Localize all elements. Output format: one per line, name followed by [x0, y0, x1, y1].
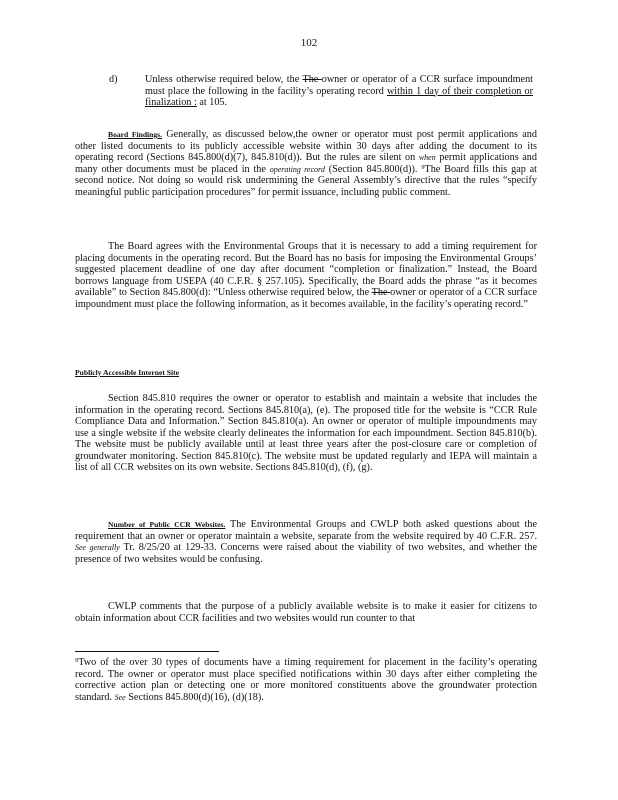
paragraph-heading: Number of Public CCR Websites.	[108, 520, 226, 529]
paragraph-board-agrees: The Board agrees with the Environmental Groups that it is necessary to add a timing requirement for placing documents in the operating record. But the Board has no basis for imposing the Environmental Groups’ suggested placement deadline of one day after document “completion or finalization.” Instead, the Board borrows language from USEPA (40 C.F.R. § 257.105). Specifically, the Board adds the phrase “as it becomes available” to Section 845.800(d): “Unless otherwise required below, the The owner or operator of a CCR surface impoundment must place the following information, as it becomes available, in the facility’s operating record.”	[75, 241, 537, 310]
paragraph-heading: Board Findings.	[108, 130, 163, 139]
footnote-reference: 9	[421, 163, 425, 171]
deleted-text: The	[371, 287, 391, 298]
deleted-text: The	[302, 74, 322, 85]
paragraph-board-findings: Board Findings. Generally, as discussed below,the owner or operator must post permit applications and other listed documents to its publicly accessible website within 30 days after adding the document to its operating record (Sections 845.800(d)(7), 845.810(d)). But the rules are silent on when permit applications and many other documents must be placed in the operating record (Section 845.800(d)). $^9$The Board fills this gap at second notice. Not doing so would risk undermining the General Assembly’s directive that the rules “specify meaningful public participation procedures” for permit issuance, including public comment.	[75, 129, 537, 198]
inserted-text: :	[191, 97, 197, 108]
inserted-text: within 1 day of their completion or finalization	[145, 85, 533, 108]
paragraph-number-websites: Number of Public CCR Websites. The Environmental Groups and CWLP both asked questions about the requirement that an owner or operator maintain a website, separate from the website required by 40 C.F.R. 257. See generally Tr. 8/25/20 at 129-33. Concerns were raised about the viability of two websites, and whether the presence of two websites would be confusing.	[75, 519, 538, 565]
item-label: d)	[109, 74, 118, 85]
footnote-mark: 9	[75, 657, 79, 664]
page-number: 102	[300, 37, 318, 49]
paragraph-cwlp: CWLP comments that the purpose of a publicly available website is to make it easier for citizens to obtain information about CCR facilities and two websites would run counter to that	[75, 601, 537, 624]
section-heading: Publicly Accessible Internet Site	[75, 368, 179, 377]
footnote: $^9$Two of the over 30 types of documents have a timing requirement for placement in the facility’s operating record. The owner or operator must place specified notifications within 30 days after either completing the corrective action plan or detecting one or more monitored constituents above the groundwater protection standard. See Sections 845.800(d)(16), (d)(18).	[75, 657, 537, 703]
footnote-separator	[75, 651, 219, 652]
item-text: Unless otherwise required below, the The owner or operator of a CCR surface impoundment must place the following in the facility’s operating record within 1 day of their completion or finalization : at 105.	[145, 74, 534, 108]
paragraph-section-845-810: Section 845.810 requires the owner or operator to establish and maintain a website that includes the information in the operating record. Sections 845.810(a), (e). The proposed title for the website is “CCR Rule Compliance Data and Information.” Section 845.810(a). An owner or operator of multiple impoundments may use a single website if the website clearly delineates the information for each impoundment. Section 845.810(b). The website must be publicly available until at least three years after the post-closure care or completion of groundwater monitoring. Section 845.810(c). The website must be updated regularly and IEPA will maintain a list of all CCR websites on its own website. Sections 845.810(d), (f), (g).	[75, 393, 537, 473]
